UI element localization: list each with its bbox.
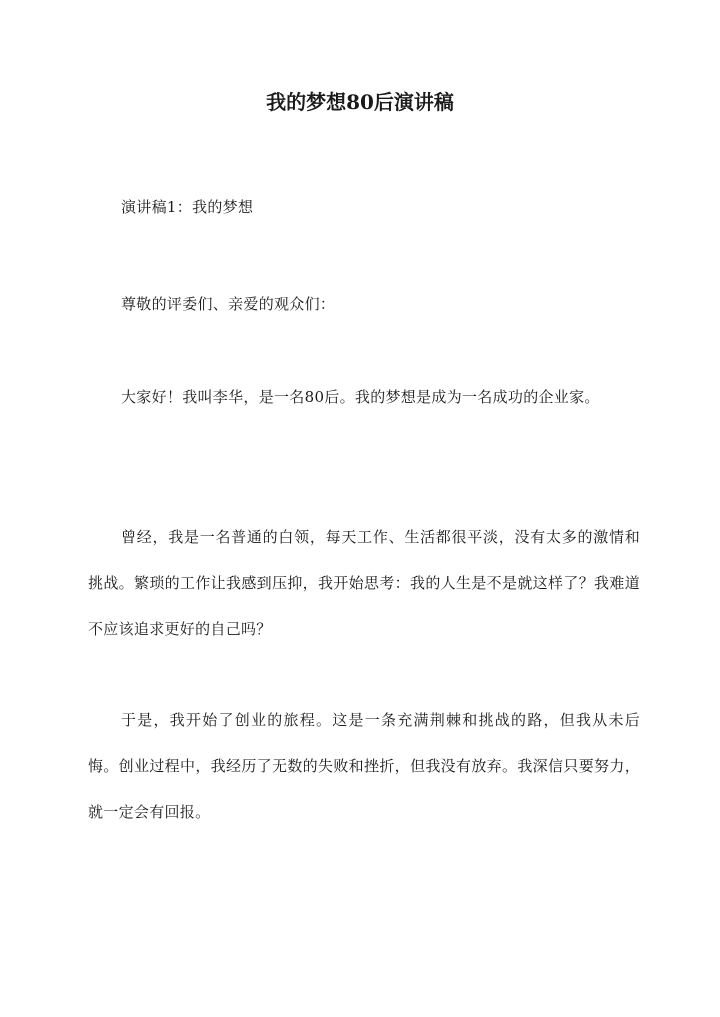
paragraph-startup: 于是，我开始了创业的旅程。这是一条充满荆棘和挑战的路，但我从未后悔。创业过程中，我经历了无数的失败和挫折，但我没有放弃。我深信只要努力，就一定会有回报。	[88, 711, 640, 821]
document-title: 我的梦想80后演讲稿	[266, 90, 454, 114]
paragraph-past: 曾经，我是一名普通的白领，每天工作、生活都很平淡，没有太多的激情和挑战。繁琐的工作让我感到压抑，我开始思考：我的人生是不是就这样了？我难道不应该追求更好的自己吗？	[88, 528, 640, 638]
paragraph-intro: 大家好！我叫李华，是一名80后。我的梦想是成为一名成功的企业家。	[121, 388, 600, 406]
section-heading: 演讲稿1：我的梦想	[121, 198, 254, 216]
salutation: 尊敬的评委们、亲爱的观众们：	[121, 295, 336, 313]
